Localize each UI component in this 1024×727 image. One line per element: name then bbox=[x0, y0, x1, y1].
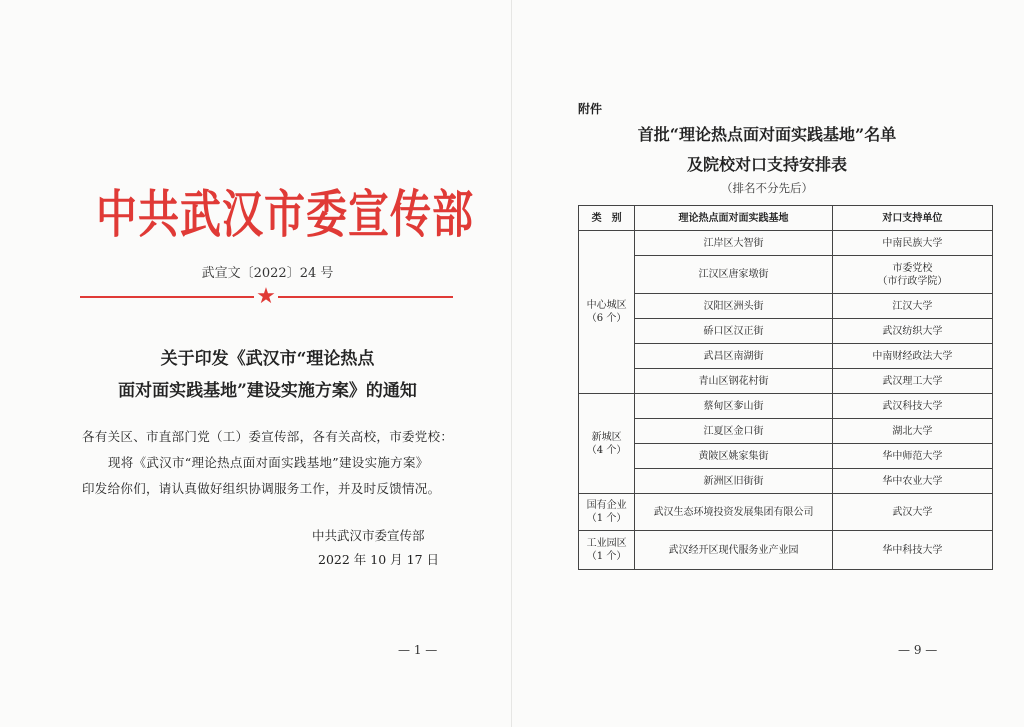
base-cell: 江汉区唐家墩街 bbox=[635, 256, 833, 294]
support-cell: 中南财经政法大学 bbox=[832, 344, 992, 369]
table-header-row bbox=[579, 206, 993, 231]
signature: 中共武汉市委宣传部 bbox=[312, 528, 425, 543]
support-cell bbox=[832, 256, 992, 294]
category-count: （1 个） bbox=[586, 551, 627, 562]
support-cell: 武汉纺织大学 bbox=[832, 319, 992, 344]
table-row bbox=[579, 444, 993, 469]
support-cell: 华中师范大学 bbox=[832, 444, 992, 469]
base-cell: 硚口区汉正街 bbox=[635, 319, 833, 344]
table-row bbox=[579, 469, 993, 494]
category-count: （4 个） bbox=[586, 444, 627, 456]
signature-date: 2022 年 10 月 17 日 bbox=[318, 552, 439, 567]
body-line-2: 现将《武汉市“理论热点面对面实践基地”建设实施方案》 bbox=[108, 455, 429, 470]
support-cell: 武汉科技大学 bbox=[832, 394, 992, 419]
table-row bbox=[579, 419, 993, 444]
header-category: 类 别 bbox=[579, 206, 635, 231]
category-name: 工业园区 bbox=[586, 538, 627, 549]
document-number: 武宣文〔2022〕24 号 bbox=[201, 266, 334, 281]
base-cell: 青山区钢花村街 bbox=[635, 369, 833, 394]
header-base: 理论热点面对面实践基地 bbox=[635, 206, 833, 231]
table-row bbox=[579, 231, 993, 256]
support-line2: （市行政学院） bbox=[877, 275, 948, 287]
support-cell: 武汉大学 bbox=[832, 494, 992, 531]
table-row bbox=[579, 344, 993, 369]
category-cell bbox=[579, 231, 635, 394]
base-cell: 江夏区金口街 bbox=[635, 419, 833, 444]
base-cell: 武汉生态环境投资发展集团有限公司 bbox=[635, 494, 833, 531]
category-cell bbox=[579, 531, 635, 570]
table-row bbox=[579, 319, 993, 344]
issuer-header: 中共武汉市委宣传部 bbox=[96, 184, 474, 245]
category-name: 国有企业 bbox=[586, 500, 627, 511]
attachment-label: 附件 bbox=[578, 102, 603, 116]
page-number-right: — 9 — bbox=[898, 643, 938, 657]
table-row bbox=[579, 494, 993, 531]
table-row bbox=[579, 369, 993, 394]
category-cell bbox=[579, 494, 635, 531]
base-cell: 新洲区旧街街 bbox=[635, 469, 833, 494]
body-line-3: 印发给你们，请认真做好组织协调服务工作，并及时反馈情况。 bbox=[82, 481, 441, 496]
category-name: 新城区 bbox=[591, 431, 622, 443]
category-count: （1 个） bbox=[586, 513, 627, 524]
table-row bbox=[579, 531, 993, 570]
base-list-table bbox=[578, 205, 993, 570]
base-cell: 汉阳区洲头街 bbox=[635, 294, 833, 319]
base-cell: 武汉经开区现代服务业产业园 bbox=[635, 531, 833, 570]
body-line-recipients: 各有关区、市直部门党（工）委宣传部，各有关高校，市委党校： bbox=[82, 429, 454, 444]
support-cell: 华中农业大学 bbox=[832, 469, 992, 494]
table-title-line2: 及院校对口支持安排表 bbox=[686, 155, 847, 174]
support-cell: 武汉理工大学 bbox=[832, 369, 992, 394]
right-page bbox=[512, 0, 1024, 727]
notice-title-line1: 关于印发《武汉市“理论热点 bbox=[160, 349, 375, 369]
header-support: 对口支持单位 bbox=[832, 206, 992, 231]
support-cell: 湖北大学 bbox=[832, 419, 992, 444]
base-cell: 蔡甸区奓山街 bbox=[635, 394, 833, 419]
table-subtitle: （排名不分先后） bbox=[721, 181, 813, 195]
base-cell: 黄陂区姚家集街 bbox=[635, 444, 833, 469]
support-cell: 江汉大学 bbox=[832, 294, 992, 319]
page-number-left: — 1 — bbox=[398, 643, 438, 657]
base-cell: 江岸区大智街 bbox=[635, 231, 833, 256]
table-title-line1: 首批“理论热点面对面实践基地”名单 bbox=[637, 125, 897, 144]
base-cell: 武昌区南湖街 bbox=[635, 344, 833, 369]
category-count: （6 个） bbox=[586, 313, 627, 324]
support-cell: 华中科技大学 bbox=[832, 531, 992, 570]
notice-title-line2: 面对面实践基地”建设实施方案》的通知 bbox=[118, 381, 417, 401]
table-row bbox=[579, 294, 993, 319]
category-cell bbox=[579, 394, 635, 494]
support-cell: 中南民族大学 bbox=[832, 231, 992, 256]
category-name: 中心城区 bbox=[586, 300, 627, 311]
support-line1: 市委党校 bbox=[892, 262, 933, 274]
table-row bbox=[579, 394, 993, 419]
star-icon: ★ bbox=[254, 286, 278, 308]
table-row bbox=[579, 256, 993, 294]
